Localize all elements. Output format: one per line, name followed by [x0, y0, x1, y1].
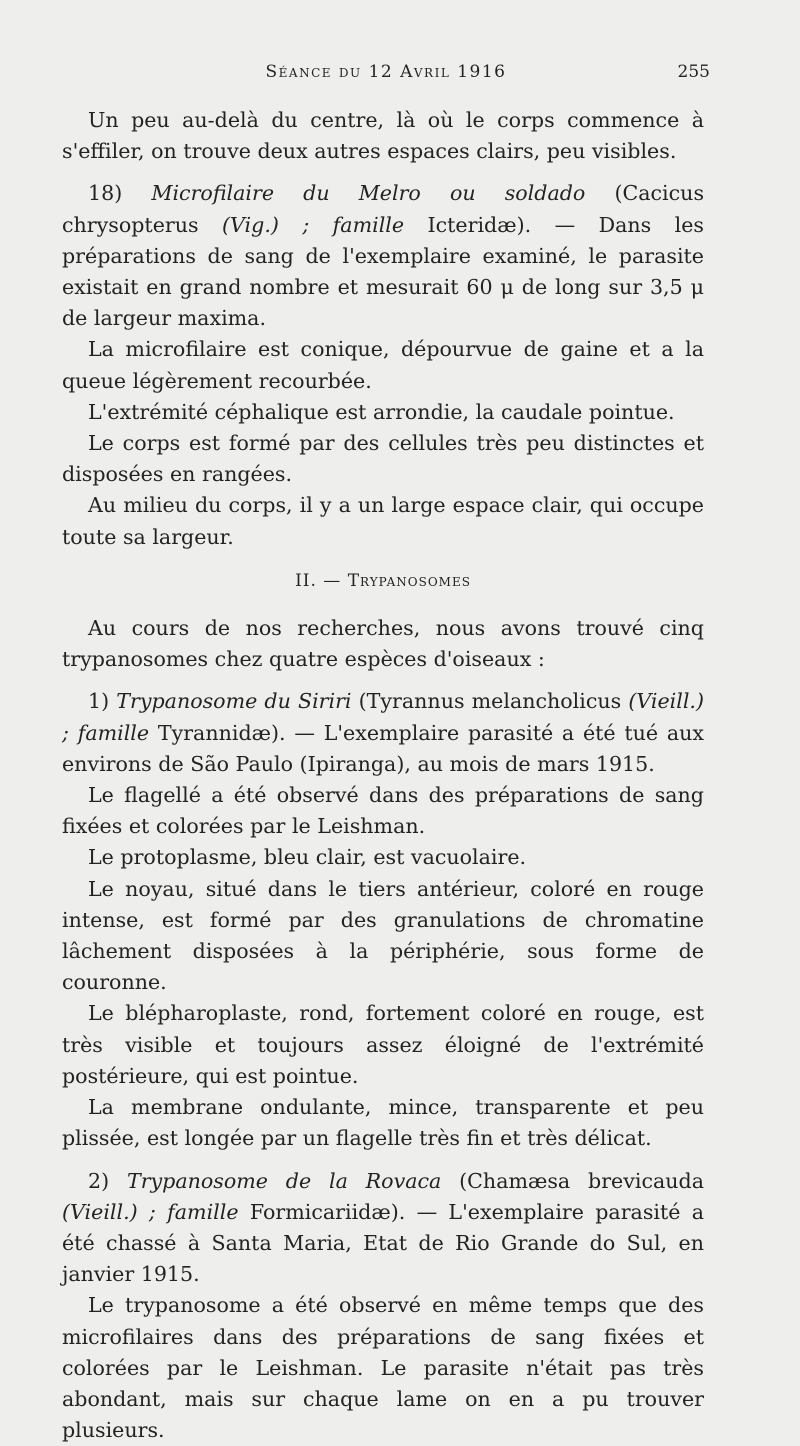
- authority: (Vig.) ; famille: [222, 212, 405, 237]
- page-header: [62, 62, 710, 88]
- paragraph: L'extrémité céphalique est arrondie, la caudale pointue.: [88, 399, 675, 424]
- entry-description: — Dans les préparations de sang de l'exemplaire examiné, le parasite existait en grand nombre et mesurait 60 μ de long sur 3,5 μ de largeur maxima.: [62, 212, 704, 331]
- host-name: (Chamæsa brevicauda: [459, 1168, 704, 1193]
- section-heading: II. — Trypanosomes: [295, 570, 471, 591]
- page-number: 255: [677, 62, 710, 82]
- paragraph: Le trypanosome a été observé en même temps que des microfilaires dans des préparations de sang fixées et colorées par le Leishman. Le parasite n'était pas très abondant, mais sur chaque lame on en a pu trouver plusieurs.: [62, 1293, 704, 1443]
- family-name: Formicariidæ).: [249, 1199, 406, 1224]
- species-name: Trypanosome du Siriri: [116, 689, 352, 714]
- family-name: Icteridæ).: [427, 212, 532, 237]
- entry-description: — L'exemplaire parasité a été tué aux environs de São Paulo (Ipiranga), au mois de mars 1915.: [62, 720, 705, 776]
- entry-number: 18): [88, 181, 123, 206]
- paragraph: Au cours de nos recherches, nous avons trouvé cinq trypanosomes chez quatre espèces d'oiseaux :: [62, 616, 704, 672]
- species-name: Microfilaire du Melro ou soldado: [151, 181, 586, 206]
- entry-microfilaire-melro: [62, 178, 704, 334]
- entry-description: — L'exemplaire parasité a été chassé à Santa Maria, Etat de Rio Grande do Sul, en janvier 1915.: [62, 1199, 704, 1287]
- entry-number: 1): [88, 689, 110, 714]
- paragraph: Un peu au-delà du centre, là où le corps commence à s'effiler, on trouve deux autres espaces clairs, peu visibles.: [62, 108, 704, 164]
- paragraph: Le flagellé a été observé dans des préparations de sang fixées et colorées par le Leishman.: [62, 783, 704, 839]
- host-name: (Cacicus chrysopterus: [62, 181, 705, 237]
- paragraph: Le noyau, situé dans le tiers antérieur, coloré en rouge intense, est formé par des granulations de chromatine lâchement disposées à la périphérie, sous forme de couronne.: [62, 876, 704, 995]
- entry-number: 2): [88, 1168, 110, 1193]
- species-name: Trypanosome de la Rovaca: [126, 1168, 442, 1193]
- paragraph: Le blépharoplaste, rond, fortement coloré en rouge, est très visible et toujours assez éloigné de l'extrémité postérieure, qui est pointue.: [62, 1001, 704, 1088]
- authority: (Vieill.) ; famille: [62, 689, 705, 745]
- paragraph: Au milieu du corps, il y a un large espace clair, qui occupe toute sa largeur.: [62, 493, 704, 549]
- paragraph: Le corps est formé par des cellules très peu distinctes et disposées en rangées.: [62, 431, 704, 487]
- body-text: [62, 105, 704, 1446]
- paragraph: Le protoplasme, bleu clair, est vacuolaire.: [88, 845, 527, 870]
- family-name: Tyrannidæ).: [157, 720, 286, 745]
- authority: (Vieill.) ; famille: [62, 1199, 239, 1224]
- paragraph: La microfilaire est conique, dépourvue de gaine et a la queue légèrement recourbée.: [62, 337, 704, 393]
- running-title: Séance du 12 Avril 1916: [265, 62, 507, 82]
- entry-trypanosome-rovaca: [62, 1166, 704, 1291]
- entry-trypanosome-siriri: [62, 686, 704, 780]
- host-name: (Tyrannus melancholicus: [358, 689, 622, 714]
- paragraph: La membrane ondulante, mince, transparente et peu plissée, est longée par un flagelle très fin et très délicat.: [62, 1095, 704, 1151]
